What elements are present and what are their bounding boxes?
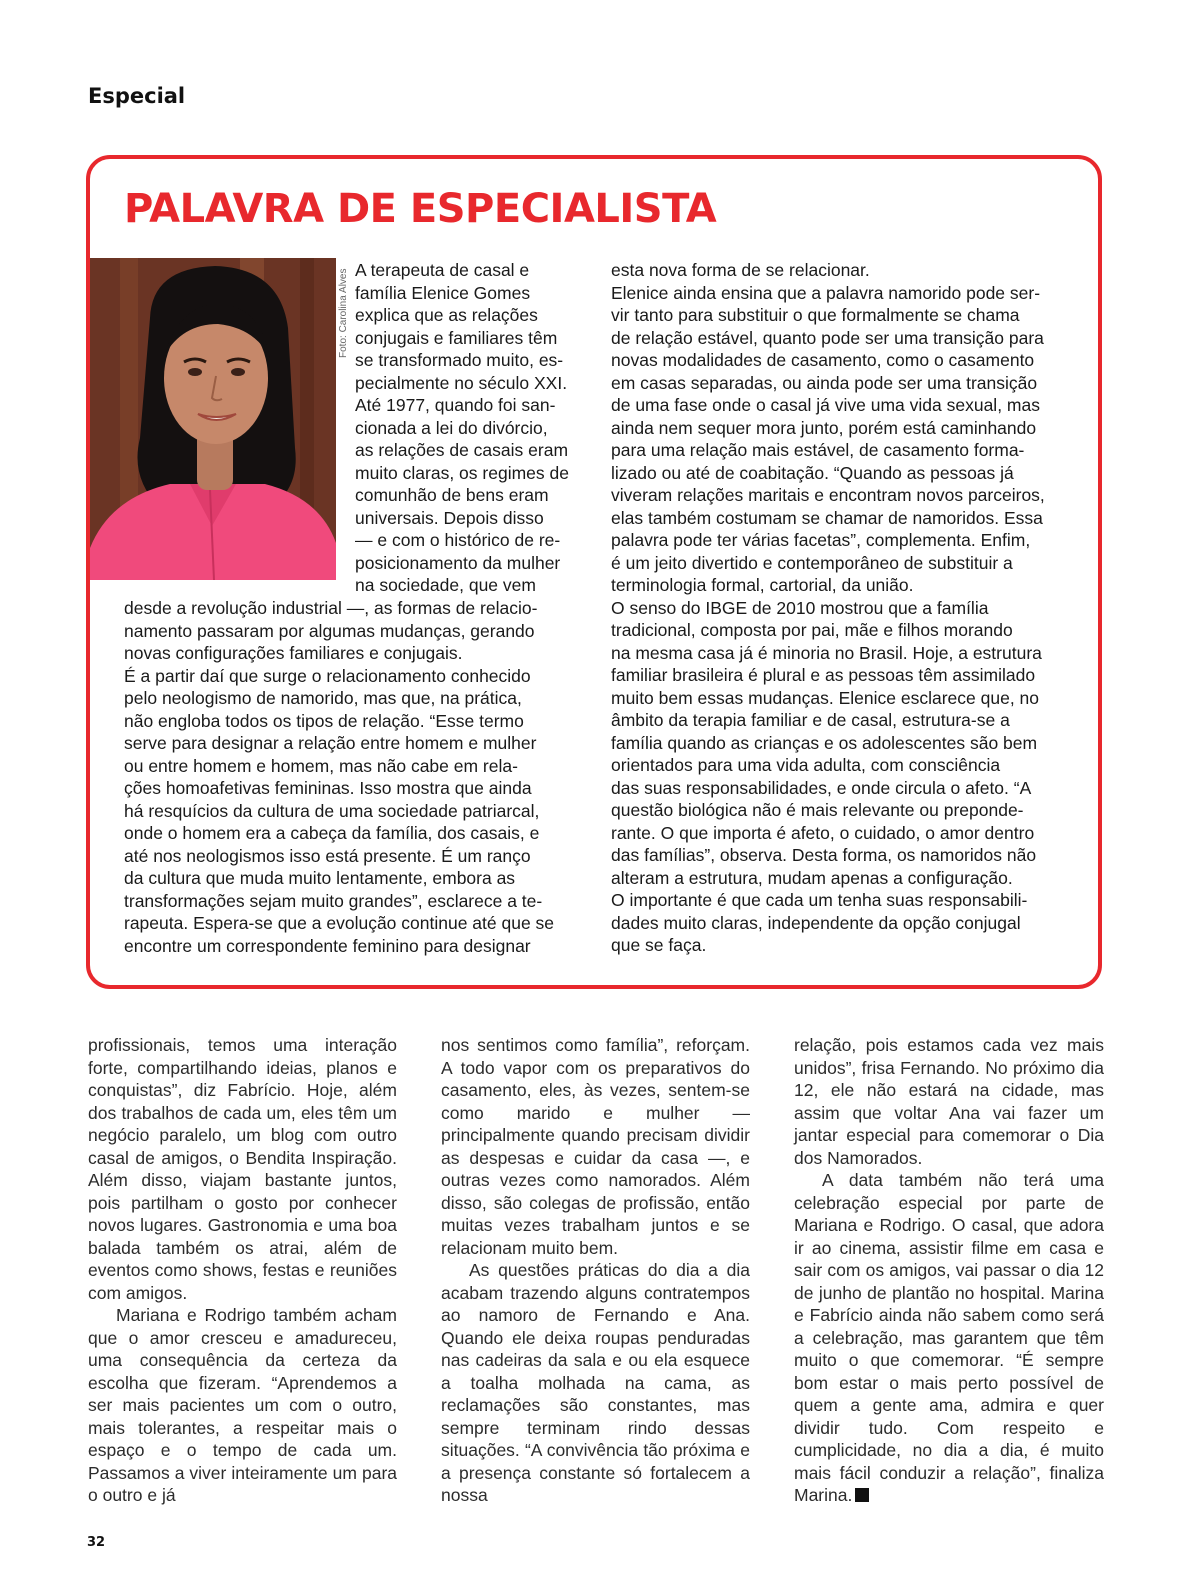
- text-line: da cultura que muda muito lentamente, embora as: [124, 868, 516, 888]
- text-line: família Elenice Gomes: [355, 282, 531, 303]
- text-line: rapeuta. Espera-se que a evolução continue até que se: [124, 913, 555, 933]
- text-line: vir tanto para substituir o que formalmente se chama: [611, 305, 1020, 325]
- text-line: cionada a lei do divórcio,: [355, 417, 548, 438]
- text-line: rante. O que importa é afeto, o cuidado, o amor dentro: [611, 822, 1035, 843]
- text-line: novas modalidades de casamento, como o casamento: [611, 350, 1035, 370]
- text-line: Elenice ainda ensina que a palavra namorido pode ser-: [611, 282, 1041, 303]
- text-line: muito bem essas mudanças. Elenice esclarece que, no: [611, 687, 1040, 708]
- text-line: — e com o histórico de re-: [355, 530, 561, 550]
- text-line: desde a revolução industrial —, as formas de relacio-: [124, 598, 538, 618]
- text-line: tradicional, composta por pai, mãe e filhos morando: [611, 620, 1013, 640]
- body-paragraph-text: A data também não terá uma celebração especial por parte de Mariana e Rodrigo. O casal, que adora ir ao cinema, assistir filme em casa e sair com os amigos, vai passar o dia 12 de junho de plantão no hospital. Marina e Fabrício ainda não sabem como será a celebração, mas garantem que têm muito o que comemorar. “É sempre bom estar o mais perto possível de quem a gente ama, admira e quer dividir tudo. Com respeito e cumplicidade, no dia a dia, é muito mais fácil conduzir a relação”, finaliza Marina.: [794, 1170, 1104, 1505]
- text-line: transformações sejam muito grandes”, esclarece a te-: [124, 890, 543, 911]
- text-line: namento passaram por algumas mudanças, gerando: [124, 620, 535, 641]
- text-line: alteram a estrutura, mudam apenas a configuração.: [611, 867, 1013, 888]
- text-line: universais. Depois disso: [355, 507, 544, 528]
- text-line: terminologia formal, cartorial, da união.: [611, 575, 914, 595]
- body-paragraph: nos sentimos como família”, reforçam. A todo vapor com os preparativos do casamento, eles, às vezes, sentem-se como marido e mulher — principalmente quando precisam dividir as despesas e cuidar da casa —, e outras vezes como namorados. Além disso, são colegas de profissão, então muitas vezes trabalham juntos e se relacionam muito bem.: [441, 1035, 750, 1258]
- body-col3: [794, 1034, 1104, 1505]
- body-paragraph: [794, 1169, 1104, 1507]
- end-of-article-icon: [855, 1488, 869, 1502]
- text-line: onde o homem era a cabeça da família, dos casais, e: [124, 823, 540, 843]
- text-line: na sociedade, que vem: [355, 575, 536, 595]
- text-line: as relações de casais eram: [355, 440, 569, 460]
- body-paragraph: relação, pois estamos cada vez mais unidos”, frisa Fernando. No próximo dia 12, ele não estará na cidade, mas assim que voltar Ana vai fazer um jantar especial para comemorar o Dia dos Namorados.: [794, 1035, 1104, 1168]
- text-line: ainda nem sequer mora junto, porém está caminhando: [611, 417, 1037, 438]
- text-line: família quando as crianças e os adolescentes são bem: [611, 732, 1038, 753]
- text-line: lizado ou até de coabitação. “Quando as pessoas já: [611, 462, 1014, 483]
- text-line: âmbito da terapia familiar e de casal, estrutura-se a: [611, 710, 1010, 730]
- text-line: pelo neologismo de namorido, mas que, na prática,: [124, 688, 522, 708]
- text-line: ções homoafetivas femininas. Isso mostra que ainda: [124, 778, 532, 798]
- text-line: das suas responsabilidades, e onde circula o afeto. “A: [611, 777, 1032, 798]
- text-line: não engloba todos os tipos de relação. “Esse termo: [124, 710, 524, 731]
- text-line: conjugais e familiares têm: [355, 327, 558, 348]
- text-line: orientados para uma vida adulta, com consciência: [611, 755, 1001, 775]
- text-line: viveram relações maritais e encontram novos parceiros,: [611, 485, 1045, 505]
- photo-credit: Foto: Carolina Alves: [338, 268, 349, 358]
- text-line: serve para designar a relação entre homem e mulher: [124, 733, 537, 753]
- text-line: Até 1977, quando foi san-: [355, 395, 556, 415]
- text-line: para uma relação mais estável, de casamento forma-: [611, 440, 1025, 460]
- box-col1-full: [124, 597, 599, 957]
- page-number: 32: [87, 1535, 106, 1550]
- text-line: O importante é que cada um tenha suas responsabili-: [611, 890, 1028, 910]
- body-col2: [441, 1034, 750, 1505]
- text-line: na mesma casa já é minoria no Brasil. Hoje, a estrutura: [611, 642, 1042, 663]
- text-line: comunhão de bens eram: [355, 485, 549, 505]
- body-paragraph: As questões práticas do dia a dia acabam trazendo alguns contratempos ao namoro de Fernando e Ana. Quando ele deixa roupas penduradas nas cadeiras da sala e ou ela esquece a toalha molhada na cama, as reclamações são constantes, mas sempre terminam rindo dessas situações. “A convivência tão próxima e a presença constante só fortalecem a nossa: [441, 1260, 750, 1505]
- text-line: encontre um correspondente feminino para designar: [124, 935, 531, 956]
- text-line: esta nova forma de se relacionar.: [611, 260, 870, 280]
- body-paragraph: profissionais, temos uma interação forte, compartilhando ideias, planos e conquistas”, diz Fabrício. Hoje, além dos trabalhos de cada um, eles têm um negócio paralelo, um blog com outro casal de amigos, o Bendita Inspiração. Além disso, viajam bastante juntos, pois partilham o gosto por conhecer novos lugares. Gastronomia e uma boa balada também os atrai, além de eventos como shows, festas e reuniões com amigos.: [88, 1035, 397, 1303]
- body-paragraph: Mariana e Rodrigo também acham que o amor cresceu e amadureceu, uma consequência da certeza da escolha que fizeram. “Aprendemos a ser mais pacientes um com o outro, mais tolerantes, a respeitar mais o espaço e o tempo de cada um. Passamos a viver inteiramente um para o outro e já: [88, 1305, 397, 1505]
- section-label: Especial: [88, 84, 186, 108]
- box-title: PALAVRA DE ESPECIALISTA: [124, 186, 717, 232]
- text-line: até nos neologismos isso está presente. É um ranço: [124, 845, 531, 866]
- text-line: posicionamento da mulher: [355, 552, 561, 573]
- text-line: A terapeuta de casal e: [355, 260, 530, 280]
- portrait-illustration: [90, 258, 336, 580]
- text-line: questão biológica não é mais relevante ou preponde-: [611, 800, 1024, 820]
- text-line: se transformado muito, es-: [355, 350, 564, 370]
- body-col1: [88, 1034, 397, 1505]
- portrait-photo: [90, 258, 336, 580]
- text-line: das famílias”, observa. Desta forma, os namoridos não: [611, 845, 1037, 865]
- text-line: pecialmente no século XXI.: [355, 372, 568, 393]
- text-line: ou entre homem e homem, mas não cabe em rela-: [124, 755, 518, 776]
- text-line: palavra pode ter várias facetas”, complementa. Enfim,: [611, 530, 1031, 550]
- text-line: muito claras, os regimes de: [355, 462, 569, 483]
- text-line: que se faça.: [611, 935, 707, 955]
- box-col1-wrap: [355, 259, 595, 597]
- text-line: novas configurações familiares e conjugais.: [124, 643, 463, 663]
- text-line: em casas separadas, ou ainda pode ser uma transição: [611, 372, 1038, 393]
- text-line: há resquícios da cultura de uma sociedade patriarcal,: [124, 800, 540, 821]
- text-line: familiar brasileira é plural e as pessoas têm assimilado: [611, 665, 1036, 685]
- box-col2: [611, 259, 1091, 957]
- text-line: É a partir daí que surge o relacionamento conhecido: [124, 665, 531, 686]
- text-line: explica que as relações: [355, 305, 538, 325]
- text-line: elas também costumam se chamar de namoridos. Essa: [611, 507, 1043, 528]
- text-line: de relação estável, quanto pode ser uma transição para: [611, 327, 1044, 348]
- text-line: dades muito claras, independente da opção conjugal: [611, 912, 1021, 933]
- text-line: O senso do IBGE de 2010 mostrou que a família: [611, 597, 989, 618]
- text-line: é um jeito divertido e contemporâneo de substituir a: [611, 552, 1013, 573]
- text-line: de uma fase onde o casal já vive uma vida sexual, mas: [611, 395, 1040, 415]
